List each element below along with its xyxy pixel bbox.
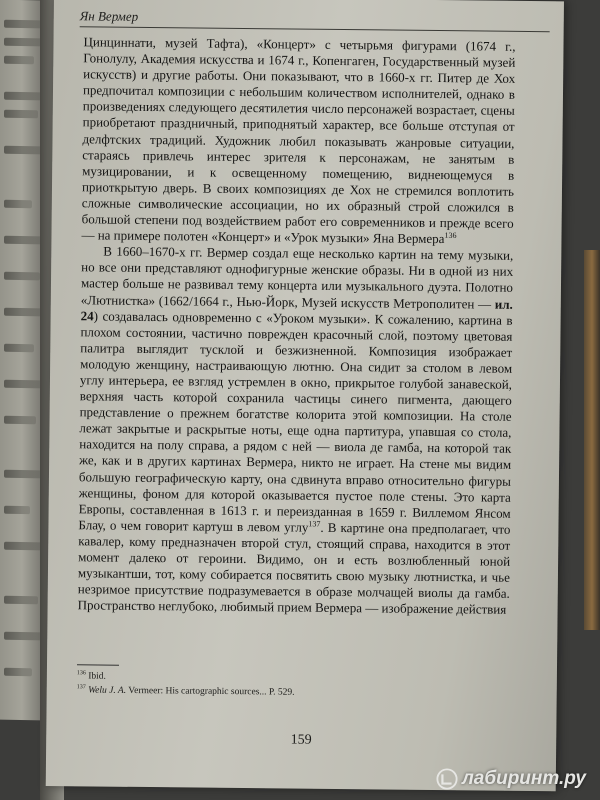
page-number: 159 [290,732,312,748]
running-header: Ян Вермер [80,8,550,32]
background-object [584,250,600,630]
labirint-logo-icon [436,768,458,790]
footnote-author: Welu J. A. [88,685,127,697]
footnote-ref-136: 136 [444,230,457,241]
watermark-text: лабиринт.ру [461,768,586,789]
book-page [46,0,564,791]
paragraph-1 [81,34,515,248]
footnote-rule [77,664,119,665]
paragraph-1-text: Цинциннати, музей Тафта), «Концерт» с четырьмя фигурами (1674 г., Гонолулу, Академия искусства и 1674 г., Копенгаген, Государственный музей искусств) и другие работы. Они показывают, что в 1660-х гг. Питер де Хох предпочитал композиции с небольшим количеством исполнителей, однако в произведениях следующего десятилетия число персонажей возрастает, сцены приобретают праздничный, приподнятый характер, все больше отступая от делфтских традиций. Художник любил показывать жанровые ситуации, стараясь привлечь интерес зрителя к персонажам, не занятым в музицировании, и к освещенному помещению, виднеющемуся в приоткрытую дверь. В своих композициях де Хох не стремился воплотить сложные символические ассоциации, но их образный строй сложился в большой степени под воздействием работ его современников и прежде всего — на примере полотен «Концерт» и «Урок музыки» Яна Вермера [81,34,516,247]
paragraph-2-text-b: ) создавалась одновременно с «Уроком музыки». К сожалению, картина в плохом состоянии, частично поврежден красочный слой, поэтому цветовая палитра выглядит тусклой и безжизненной. Композиция изображает молодую женщину, настраивающую лютню. Она сидит за столом в левом углу интерьера, ее взгляд устремлен в окно, прикрытое голубой занавеской, верхняя часть которой сохранила частицы синего пигмента, дающего представление о прежнем богатстве колорита этой композиции. На столе лежат закрытые и раскрытые ноты, еще одна партитура, упавшая со стола, находится на полу справа, а рядом с ней — виола де гамба, на которой так же, как и в других картинах Вермера, никто не играет. На стене мы видим большую географическую карту, она сдвинута вправо относительно фигуры женщины, фоном для которой оказывается пустое поле стены. Это карта Европы, составленная в 1613 г. и переизданная в 1659 г. Виллемом Янсом Блау, о чем говорит картуш в левом углу [78,308,513,535]
watermark [436,768,586,790]
body-text [78,34,516,618]
paragraph-2 [78,244,514,619]
footnote-number: 136 [76,670,86,677]
footnote-text: Ibid. [88,671,106,682]
footnote-ref-137: 137 [308,519,321,529]
paragraph-2-text-c: . В картине она предполагает, что кавалер, кому предназначен второй стул, стоящий справа, находится в этот момент далеко от героини. Видимо, он и есть возлюбленный юной музыкантши, тот, кому собирается посвятить свою музыку лютнистка, и чье незримое присутствие подразумевается в образе молчащей виолы да гамба. Пространство неглубоко, любимый прием Вермера — изображение действия [77,519,511,618]
illustration-ref: ил. 24 [80,296,513,324]
paragraph-2-text-a: В 1660–1670-х гг. Вермер создал еще несколько картин на тему музыки, но все они представляют однофигурные женские образы. Ни в одной из них мастер больше не развивал тему концерта или музыкального дуэта. Полотно «Лютнистка» (1662/1664 г., Нью-Йорк, Музей искусств Метрополитен — [80,243,514,312]
footnotes [77,664,509,701]
footnote-number: 137 [76,684,86,691]
footnote-text: Vermeer: His cartographic sources... P. 529. [128,686,295,698]
